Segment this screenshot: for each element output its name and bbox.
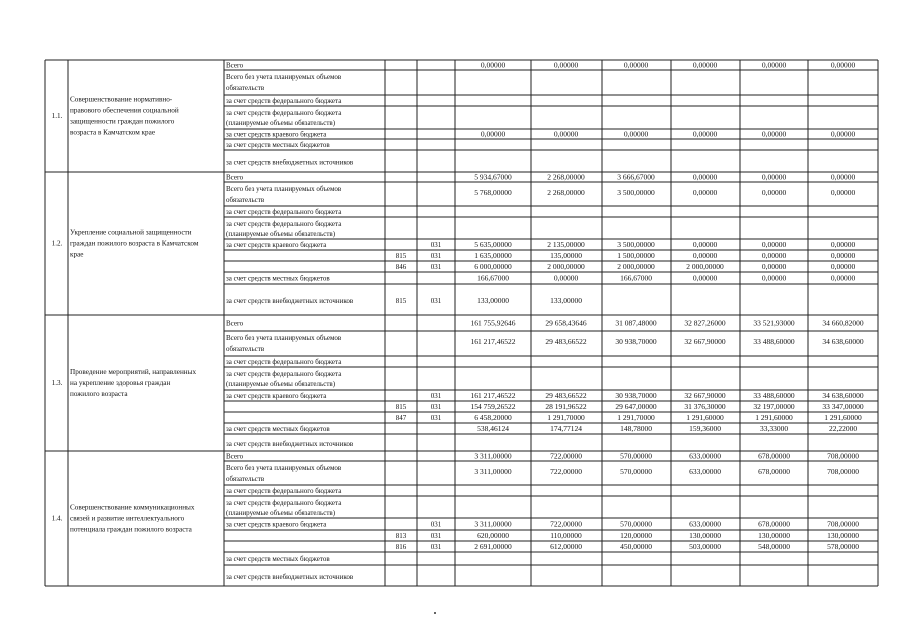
section-title: правового обеспечения социальной <box>70 106 179 115</box>
section-title: граждан пожилого возраста в Камчатском <box>70 239 199 248</box>
sub-value: 33 347,00000 <box>822 402 864 411</box>
code-value: 031 <box>430 532 442 540</box>
local-value: 166,67000 <box>620 273 652 283</box>
sub-value: 1 291,60000 <box>824 413 862 422</box>
row-label: (планируемые объемы обязательств) <box>226 230 336 238</box>
without-planned-value: 0,00000 <box>830 188 856 197</box>
row-label: (планируемые объемы обязательств) <box>226 119 336 127</box>
regional-value: 678,00000 <box>758 519 790 529</box>
sub-value: 612,00000 <box>550 542 582 551</box>
page-dot <box>434 612 436 614</box>
without-planned-value: 3 311,00000 <box>474 467 512 476</box>
regional-value: 0,00000 <box>480 129 506 139</box>
local-value: 33,33000 <box>759 424 789 433</box>
grbs-value: 815 <box>395 403 407 411</box>
without-planned-value: 161 217,46522 <box>470 337 516 346</box>
row-label: за счет средств внебюджетных источников <box>226 158 354 167</box>
regional-value: 0,00000 <box>761 129 787 139</box>
regional-value: 0,00000 <box>830 129 856 139</box>
without-planned-value: 633,00000 <box>689 467 721 476</box>
sub-value: 548,00000 <box>758 542 790 551</box>
row-label: за счет средств внебюджетных источников <box>226 573 354 581</box>
row-label: за счет средств внебюджетных источников <box>226 440 354 448</box>
sub-value: 130,00000 <box>827 531 859 540</box>
without-planned-value: 33 488,60000 <box>753 337 795 346</box>
total-value: 678,00000 <box>758 451 790 461</box>
grbs-value: 815 <box>395 297 407 305</box>
regional-value: 0,00000 <box>692 129 718 139</box>
without-planned-value: 678,00000 <box>758 467 790 476</box>
local-value: 22,22000 <box>828 424 858 433</box>
sub-value: 578,00000 <box>827 542 859 551</box>
sub-value: 130,00000 <box>689 531 721 540</box>
regional-value: 3 500,00000 <box>617 240 655 249</box>
row-label: за счет средств федерального бюджета <box>226 499 342 507</box>
without-planned-value: 34 638,60000 <box>822 337 864 346</box>
extra-value: 133,00000 <box>477 296 509 305</box>
code-value: 031 <box>430 392 442 400</box>
row-label: за счет средств федерального бюджета <box>226 208 342 216</box>
sub-value: 1 635,00000 <box>474 251 512 260</box>
extra-value: 133,00000 <box>550 296 582 305</box>
sub-value: 130,00000 <box>758 531 790 540</box>
without-planned-value: 570,00000 <box>620 467 652 476</box>
code-value: 031 <box>430 414 442 422</box>
total-value: 0,00000 <box>623 60 649 70</box>
local-value: 538,46124 <box>477 424 509 433</box>
regional-value: 29 483,66522 <box>545 391 587 400</box>
regional-value: 32 667,90000 <box>684 391 726 400</box>
local-value: 166,67000 <box>477 273 509 283</box>
regional-value: 0,00000 <box>761 240 787 249</box>
total-value: 34 660,82000 <box>822 318 864 328</box>
regional-value: 722,00000 <box>550 519 582 529</box>
total-value: 708,00000 <box>827 451 859 461</box>
sub-value: 110,00000 <box>550 531 582 540</box>
without-planned-value: 3 500,00000 <box>617 188 655 197</box>
row-label: обязательств <box>226 84 265 92</box>
sub-value: 1 291,60000 <box>755 413 793 422</box>
section-number: 1.2. <box>51 239 63 248</box>
regional-value: 33 488,60000 <box>753 391 795 400</box>
regional-value: 633,00000 <box>689 519 721 529</box>
row-label: за счет средств местных бюджетов <box>226 425 330 433</box>
sub-value: 503,00000 <box>689 542 721 551</box>
section-title: потенциала граждан пожилого возраста <box>70 525 192 534</box>
total-value: 633,00000 <box>689 451 721 461</box>
code-value: 031 <box>430 297 442 305</box>
row-label: за счет средств местных бюджетов <box>226 141 330 149</box>
total-value: 32 827,26000 <box>684 318 726 328</box>
row-label: (планируемые объемы обязательств) <box>226 509 336 517</box>
sub-value: 0,00000 <box>830 251 856 260</box>
local-value: 0,00000 <box>553 273 579 283</box>
row-label: Всего <box>226 173 244 182</box>
sub-value: 0,00000 <box>830 262 856 271</box>
row-label: Всего <box>226 319 244 328</box>
row-label: Всего <box>226 452 244 461</box>
sub-value: 1 291,60000 <box>686 413 724 422</box>
regional-value: 30 938,70000 <box>615 391 657 400</box>
section-title: Совершенствование нормативно- <box>70 95 173 104</box>
local-value: 0,00000 <box>761 273 787 283</box>
total-value: 33 521,93000 <box>753 318 795 328</box>
total-value: 161 755,92646 <box>470 318 516 328</box>
sub-value: 450,00000 <box>620 542 652 551</box>
total-value: 0,00000 <box>692 172 718 182</box>
sub-value: 2 000,00000 <box>686 262 724 271</box>
row-label: за счет средств краевого бюджета <box>226 392 327 400</box>
section-number: 1.3. <box>51 379 63 387</box>
regional-value: 0,00000 <box>623 129 649 139</box>
row-label: за счет средств внебюджетных источников <box>226 297 354 305</box>
sub-value: 1 291,70000 <box>617 413 655 422</box>
without-planned-value: 722,00000 <box>550 467 582 476</box>
sub-value: 28 191,96522 <box>545 402 587 411</box>
sub-value: 154 759,26522 <box>470 402 516 411</box>
row-label: за счет средств федерального бюджета <box>226 370 342 378</box>
section-number: 1.4. <box>51 514 63 523</box>
total-value: 2 268,00000 <box>547 172 585 182</box>
sub-value: 1 291,70000 <box>547 413 585 422</box>
row-label: обязательств <box>226 196 265 204</box>
total-value: 0,00000 <box>480 60 506 70</box>
regional-value: 570,00000 <box>620 519 652 529</box>
total-value: 29 658,43646 <box>545 318 587 328</box>
regional-value: 708,00000 <box>827 519 859 529</box>
total-value: 0,00000 <box>830 172 856 182</box>
section-title: Совершенствование коммуникационных <box>70 503 195 512</box>
total-value: 0,00000 <box>761 60 787 70</box>
row-label: за счет средств местных бюджетов <box>226 555 330 563</box>
code-value: 031 <box>430 403 442 411</box>
total-value: 0,00000 <box>692 60 718 70</box>
row-label: Всего <box>226 61 244 70</box>
code-value: 031 <box>430 252 442 260</box>
local-value: 0,00000 <box>830 273 856 283</box>
grbs-value: 846 <box>395 263 407 271</box>
total-value: 31 087,48000 <box>615 318 657 328</box>
row-label: (планируемые объемы обязательств) <box>226 380 336 388</box>
row-label: за счет средств федерального бюджета <box>226 109 342 117</box>
total-value: 5 934,67000 <box>474 172 512 182</box>
regional-value: 0,00000 <box>692 240 718 249</box>
without-planned-value: 29 483,66522 <box>545 337 587 346</box>
without-planned-value: 2 268,00000 <box>547 188 585 197</box>
regional-value: 2 135,00000 <box>547 240 585 249</box>
row-label: за счет средств федерального бюджета <box>226 220 342 228</box>
local-value: 174,77124 <box>550 424 582 433</box>
sub-value: 2 691,00000 <box>474 542 512 551</box>
sub-value: 6 458,20000 <box>474 413 512 422</box>
row-label: Всего без учета планируемых объемов <box>226 334 342 342</box>
regional-value: 161 217,46522 <box>470 391 516 400</box>
row-label: за счет средств краевого бюджета <box>226 241 327 249</box>
section-title: пожилого возраста <box>70 390 128 398</box>
sub-value: 6 000,00000 <box>474 262 512 271</box>
local-value: 0,00000 <box>692 273 718 283</box>
grbs-value: 815 <box>395 252 407 260</box>
row-label: Всего без учета планируемых объемов <box>226 73 342 81</box>
sub-value: 620,00000 <box>477 531 509 540</box>
regional-value: 0,00000 <box>553 129 579 139</box>
total-value: 570,00000 <box>620 451 652 461</box>
section-title: Проведение мероприятий, направленных <box>70 368 197 376</box>
section-title: на укрепление здоровья граждан <box>70 379 171 387</box>
sub-value: 0,00000 <box>761 251 787 260</box>
regional-value: 34 638,60000 <box>822 391 864 400</box>
total-value: 0,00000 <box>830 60 856 70</box>
sub-value: 31 376,30000 <box>684 402 726 411</box>
row-label: за счет средств краевого бюджета <box>226 130 327 139</box>
sub-value: 29 647,00000 <box>615 402 657 411</box>
without-planned-value: 30 938,70000 <box>615 337 657 346</box>
local-value: 148,78000 <box>620 424 652 433</box>
sub-value: 120,00000 <box>620 531 652 540</box>
regional-value: 5 635,00000 <box>474 240 512 249</box>
grbs-value: 816 <box>395 543 407 551</box>
section-title: крае <box>70 250 84 259</box>
local-value: 159,36000 <box>689 424 721 433</box>
code-value: 031 <box>430 263 442 271</box>
total-value: 3 666,67000 <box>617 172 655 182</box>
without-planned-value: 708,00000 <box>827 467 859 476</box>
row-label: обязательств <box>226 475 265 483</box>
section-title: Укрепление социальной защищенности <box>70 228 192 237</box>
total-value: 0,00000 <box>761 172 787 182</box>
section-title: связей и развитие интеллектуального <box>70 514 185 523</box>
code-value: 031 <box>430 520 442 529</box>
sub-value: 2 000,00000 <box>617 262 655 271</box>
without-planned-value: 32 667,90000 <box>684 337 726 346</box>
code-value: 031 <box>430 543 442 551</box>
regional-value: 0,00000 <box>830 240 856 249</box>
without-planned-value: 0,00000 <box>761 188 787 197</box>
sub-value: 1 500,00000 <box>617 251 655 260</box>
section-title: возраста в Камчатском крае <box>70 128 156 137</box>
sub-value: 2 000,00000 <box>547 262 585 271</box>
sub-value: 0,00000 <box>692 251 718 260</box>
row-label: за счет средств федерального бюджета <box>226 358 342 366</box>
code-value: 031 <box>430 241 442 249</box>
sub-value: 32 197,00000 <box>753 402 795 411</box>
total-value: 0,00000 <box>553 60 579 70</box>
grbs-value: 847 <box>395 414 407 422</box>
sub-value: 0,00000 <box>761 262 787 271</box>
row-label: обязательств <box>226 345 265 353</box>
without-planned-value: 5 768,00000 <box>474 188 512 197</box>
sub-value: 135,00000 <box>550 251 582 260</box>
grbs-value: 813 <box>395 532 407 540</box>
row-label: за счет средств местных бюджетов <box>226 274 330 283</box>
section-title: защищенности граждан пожилого <box>70 117 175 126</box>
row-label: за счет средств федерального бюджета <box>226 487 342 495</box>
row-label: Всего без учета планируемых объемов <box>226 464 342 472</box>
row-label: Всего без учета планируемых объемов <box>226 185 342 193</box>
total-value: 3 311,00000 <box>474 451 512 461</box>
total-value: 722,00000 <box>550 451 582 461</box>
regional-value: 3 311,00000 <box>474 519 512 529</box>
row-label: за счет средств краевого бюджета <box>226 520 327 529</box>
row-label: за счет средств федерального бюджета <box>226 97 342 105</box>
section-number: 1.1. <box>51 112 63 120</box>
without-planned-value: 0,00000 <box>692 188 718 197</box>
